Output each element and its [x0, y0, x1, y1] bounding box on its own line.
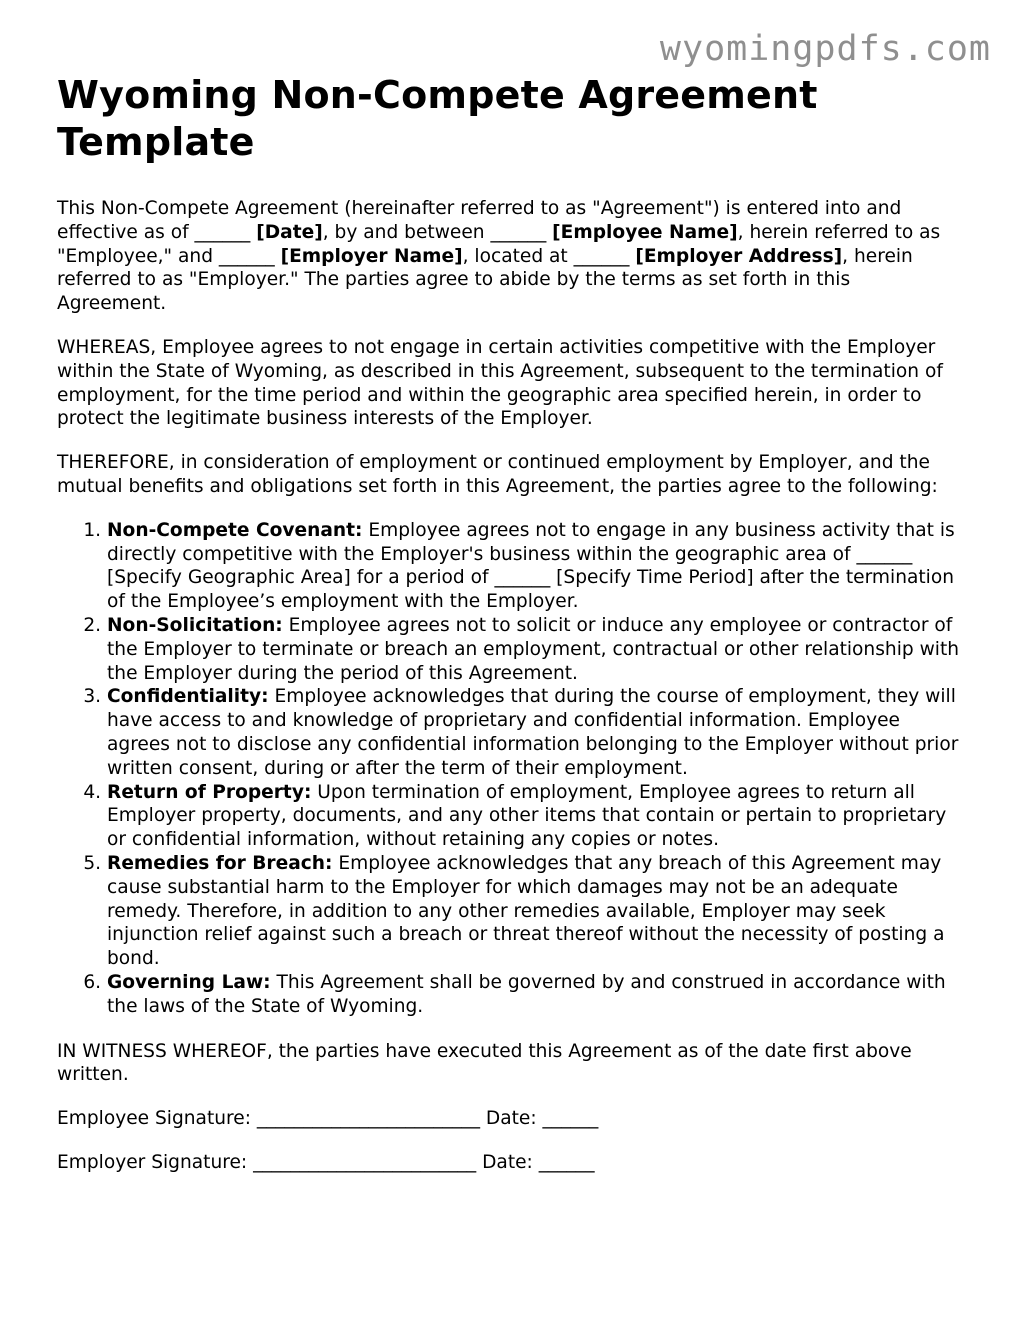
intro-text-5: , herein referred to as "Employer." The parties agree to abide by the terms as set forth in this Agreement. [57, 245, 913, 315]
therefore-paragraph: THEREFORE, in consideration of employment or continued employment by Employer, and the mutual benefits and obligations set forth in this Agreement, the parties agree to the following: [57, 452, 938, 497]
clause-text: Employee acknowledges that during the course of employment, they will have access to and knowledge of proprietary and confidential information. Employee agrees not to disclose any confidential information belonging to the Employer without prior written consent, during or after the term of their employment. [107, 686, 959, 779]
employer-name-placeholder: [Employer Name] [280, 245, 463, 267]
clause-text: Employee agrees not to engage in any business activity that is directly competitive with the Employer's business within the geographic area of ______ [Specify Geographic Area] for a period of ______ [Specify Time Period] after the termination of the Employee’s employment with the Employer. [107, 519, 955, 613]
date-placeholder: [Date] [256, 221, 323, 243]
clause-confidentiality [107, 685, 962, 780]
intro-text-4: , located at ______ [462, 245, 636, 267]
clause-non-solicitation [107, 614, 962, 685]
intro-text-1: This Non-Compete Agreement (hereinafter referred to as "Agreement") is entered into and effective as of ______ [57, 198, 902, 243]
employee-signature-line: Employee Signature: ________________________ Date: ______ [57, 1108, 599, 1130]
intro-paragraph [57, 197, 962, 316]
document-page [57, 72, 962, 1195]
clause-text: Employee agrees not to solicit or induce any employee or contractor of the Employer to terminate or breach an employment, contractual or other relationship with the Employer during the period of this Agreement. [107, 614, 960, 684]
witness-paragraph: IN WITNESS WHEREOF, the parties have executed this Agreement as of the date first above written. [57, 1040, 912, 1086]
clause-remedies-for-breach [107, 852, 962, 971]
clause-non-compete [107, 519, 962, 614]
clause-text: This Agreement shall be governed by and construed in accordance with the laws of the State of Wyoming. [107, 971, 946, 1017]
document-title: Wyoming Non-Compete Agreement Template [57, 73, 818, 164]
employee-name-placeholder: [Employee Name] [552, 221, 738, 243]
clause-text: Upon termination of employment, Employee agrees to return all Employer property, documents, and any other items that contain or pertain to proprietary or confidential information, without retaining any copies or notes. [107, 781, 947, 851]
clause-title: Non-Solicitation: [107, 614, 283, 636]
clause-title: Return of Property: [107, 781, 312, 803]
clause-return-of-property [107, 781, 962, 852]
clause-title: Governing Law: [107, 971, 271, 993]
clause-text: Employee acknowledges that any breach of this Agreement may cause substantial harm to the Employer for which damages may not be an adequate remedy. Therefore, in addition to any other remedies available, Employer may seek injunction relief against such a breach or threat thereof without the necessity of posting a bond. [107, 852, 945, 970]
intro-text-3: , herein referred to as "Employee," and ______ [57, 221, 941, 267]
site-watermark: wyomingpdfs.com [659, 29, 991, 69]
clause-title: Remedies for Breach: [107, 852, 333, 874]
clause-title: Non-Compete Covenant: [107, 519, 363, 541]
clauses-list [57, 519, 962, 1019]
intro-text-2: , by and between ______ [322, 221, 553, 243]
employer-address-placeholder: [Employer Address] [635, 245, 843, 267]
clause-governing-law [107, 971, 962, 1019]
clause-title: Confidentiality: [107, 686, 269, 708]
employer-signature-line: Employer Signature: ________________________ Date: ______ [57, 1151, 595, 1173]
whereas-paragraph: WHEREAS, Employee agrees to not engage in certain activities competitive with the Employer within the State of Wyoming, as described in this Agreement, subsequent to the termination of employment, for the time period and within the geographic area specified herein, in order to protect the legitimate business interests of the Employer. [57, 336, 943, 430]
